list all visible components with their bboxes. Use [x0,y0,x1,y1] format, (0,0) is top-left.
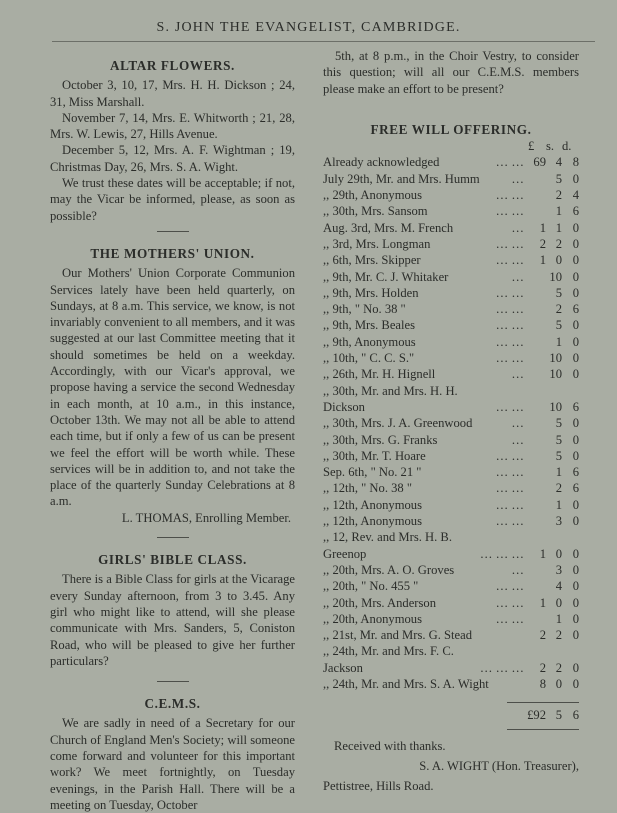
offering-row [323,334,579,350]
shillings-amount: 2 [555,481,562,496]
offering-row [323,627,579,643]
offering-row [323,480,579,496]
altar-flowers-december: December 5, 12, Mrs. A. F. Wightman ; 19, Christmas Day, 26, Mrs. S. A. Wight. [50,143,295,174]
pence-amount: 6 [572,399,579,414]
pence-amount: 8 [572,155,579,170]
offering-row [323,187,579,203]
mothers-union-body: Our Mothers' Union Corporate Communion Services lately have been held quarterly, on Sundays, at 8 a.m. This service, we know, is not invariably convenient to all members, and it was suggested at our last Committee meeting that it should sometimes be held on a weekday. Accordingly, with our Vicar's approval, we propose having a service the second Wednesday in each month, at 10 a.m., in this instance, October 13th. We may not all be able to attend each time, but if only a few of us can be present we feel the effort will be worth while. These services will be in addition to, and not take the place of the quarterly Sunday Celebrations at 8 a.m. [50,266,295,509]
pence-amount: 0 [572,546,579,561]
leader-dots: … … [495,285,524,300]
offering-row [323,252,579,268]
total-shillings: 5 [555,708,562,723]
pounds-amount: 2 [539,660,546,675]
leader-dots: … [511,432,524,447]
donor-name: ,, 20th, Mrs. A. O. Groves [323,562,455,577]
total-rule-bottom [507,729,579,730]
donor-name: July 29th, Mr. and Mrs. Humm [323,171,480,186]
offering-row [323,562,579,578]
donor-name: ,, 21st, Mr. and Mrs. G. Stead [323,628,473,643]
shillings-amount: 4 [555,155,562,170]
leader-dots: … [511,416,524,431]
leader-dots: … … [495,448,524,463]
offering-row [323,317,579,333]
shillings-amount: 10 [549,351,562,366]
donor-name: ,, 30th, Mrs. G. Franks [323,432,438,447]
shillings-amount: 5 [555,171,562,186]
shillings-amount: 1 [555,465,562,480]
donor-name: ,, 12th, Anonymous [323,514,423,529]
offering-row [323,432,579,448]
shillings-amount: 4 [555,579,562,594]
offering-row [323,350,579,366]
pounds-amount: 2 [539,236,546,251]
pence-amount: 0 [572,236,579,251]
leader-dots: … … [495,302,524,317]
shillings-amount: 10 [549,399,562,414]
treasurer-address: Pettistree, Hills Road. [323,779,434,794]
donor-name: ,, 30th, Mr. T. Hoare [323,448,426,463]
total-rule-top [507,702,579,703]
treasurer-line: S. A. WIGHT (Hon. Treasurer), [419,758,579,773]
donor-name: Aug. 3rd, Mrs. M. French [323,220,454,235]
offering-row [323,676,579,692]
offering-row [323,220,579,236]
leader-dots: … … [495,611,524,626]
offering-row [323,203,579,219]
offering-row [323,497,579,513]
pence-amount: 6 [572,204,579,219]
offering-row [323,529,579,562]
leader-dots: … … … [479,660,524,675]
pence-amount: 0 [572,448,579,463]
leader-dots: … … [495,334,524,349]
free-will-offering-heading: FREE WILL OFFERING. [370,121,532,137]
pence-header: d. [562,139,572,154]
shillings-amount: 0 [555,253,562,268]
girls-bible-class-heading: GIRLS' BIBLE CLASS. [98,552,247,568]
offering-row [323,301,579,317]
donor-name: ,, 12th, " No. 38 " [323,481,412,496]
shillings-amount: 1 [555,220,562,235]
offering-row [323,383,579,416]
offering-row [323,415,579,431]
offering-row [323,154,579,170]
offering-row [323,513,579,529]
pounds-amount: 2 [539,628,546,643]
pence-amount: 6 [572,302,579,317]
cems-heading: C.E.M.S. [144,696,201,712]
pence-amount: 0 [572,318,579,333]
thanks-line: Received with thanks. [334,738,446,753]
pence-amount: 6 [572,465,579,480]
offering-row [323,269,579,285]
leader-dots: … [511,171,524,186]
shillings-amount: 1 [555,611,562,626]
total-pounds: £92 [527,708,546,723]
donor-name: ,, 3rd, Mrs. Longman [323,236,431,251]
donor-name: ,, 10th, " C. C. S." [323,351,415,366]
header-rule [52,41,595,42]
altar-flowers-heading: ALTAR FLOWERS. [110,58,235,73]
leader-dots: … … [495,155,524,170]
pence-amount: 0 [572,562,579,577]
donor-name: ,, 20th, Anonymous [323,611,423,626]
donor-name: ,, 26th, Mr. H. Hignell [323,367,436,382]
donor-name: ,, 30th, Mr. and Mrs. H. H. Dickson [323,383,458,414]
donor-name: ,, 24th, Mr. and Mrs. F. C. Jackson [323,644,454,675]
donor-name: ,, 9th, " No. 38 " [323,302,406,317]
left-column [50,48,295,813]
pounds-header: £ [528,139,535,154]
pence-amount: 0 [572,334,579,349]
offering-row [323,643,579,676]
pounds-amount: 69 [533,155,546,170]
pence-amount: 4 [572,188,579,203]
section-divider [157,681,189,682]
leader-dots: … … [495,188,524,203]
shillings-amount: 10 [549,269,562,284]
pence-amount: 0 [572,253,579,268]
donor-name: ,, 30th, Mrs. Sansom [323,204,428,219]
shillings-amount: 0 [555,595,562,610]
donor-name: ,, 9th, Mrs. Beales [323,318,415,333]
leader-dots: … … [495,351,524,366]
donor-name: ,, 9th, Mr. C. J. Whitaker [323,269,449,284]
shillings-amount: 10 [549,367,562,382]
cems-body: We are sadly in need of a Secretary for our Church of England Men's Society; will someone come forward and volunteer for this important work? We meet fortnightly, on Tuesday evenings, in the Parish Hall. There will be a meeting on Tuesday, October [50,716,295,812]
pence-amount: 0 [572,628,579,643]
pence-amount: 0 [572,595,579,610]
pounds-amount: 1 [539,253,546,268]
donor-name: ,, 9th, Anonymous [323,334,416,349]
leader-dots: … … [495,465,524,480]
offering-row [323,236,579,252]
shillings-amount: 1 [555,334,562,349]
pence-amount: 6 [572,481,579,496]
leader-dots: … [511,220,524,235]
donor-name: ,, 20th, Mrs. Anderson [323,595,436,610]
leader-dots: … … [495,579,524,594]
leader-dots: … … [495,497,524,512]
leader-dots: … [511,562,524,577]
total-pence: 6 [572,708,579,723]
pence-amount: 0 [572,351,579,366]
shillings-amount: 1 [555,204,562,219]
shillings-header: s. [546,139,555,154]
pounds-amount: 1 [539,546,546,561]
leader-dots: … … [495,595,524,610]
offering-row [323,578,579,594]
shillings-amount: 2 [555,628,562,643]
pence-amount: 0 [572,611,579,626]
leader-dots: … [511,269,524,284]
offering-total [323,707,579,723]
shillings-amount: 5 [555,416,562,431]
leader-dots: … … … [479,546,524,561]
pence-amount: 0 [572,285,579,300]
offering-row [323,171,579,187]
leader-dots: … [511,367,524,382]
offering-row [323,448,579,464]
donor-name: ,, 12th, Anonymous [323,497,423,512]
section-divider [157,537,189,538]
shillings-amount: 5 [555,285,562,300]
pence-amount: 0 [572,676,579,691]
pence-amount: 0 [572,514,579,529]
girls-bible-class-body: There is a Bible Class for girls at the Vicarage every Sunday afternoon, from 3 to 3.45. Any girl who might like to attend, will she please communicate with Mrs. Sanders, 5, Coniston Road, who will be pleased to give her further particulars? [50,572,295,668]
donor-name: ,, 29th, Anonymous [323,188,423,203]
offering-row [323,464,579,480]
pounds-amount: 1 [539,220,546,235]
pence-amount: 0 [572,416,579,431]
donor-name: ,, 24th, Mr. and Mrs. S. A. Wight [323,676,489,691]
pence-amount: 0 [572,660,579,675]
right-column [323,48,579,794]
pence-amount: 0 [572,579,579,594]
pence-amount: 0 [572,171,579,186]
leader-dots: … … [495,204,524,219]
donor-name: ,, 6th, Mrs. Skipper [323,253,421,268]
section-divider [157,231,189,232]
shillings-amount: 3 [555,514,562,529]
offering-row [323,595,579,611]
donor-name: ,, 12, Rev. and Mrs. H. B. Greenop [323,530,452,561]
pence-amount: 0 [572,367,579,382]
donor-name: Already acknowledged [323,155,440,170]
pence-amount: 0 [572,432,579,447]
offering-column-headers [323,138,579,154]
shillings-amount: 5 [555,448,562,463]
pence-amount: 0 [572,269,579,284]
mothers-union-signature: L. THOMAS, Enrolling Member. [121,510,291,525]
shillings-amount: 5 [555,432,562,447]
shillings-amount: 2 [555,236,562,251]
shillings-amount: 2 [555,188,562,203]
leader-dots: … … [495,514,524,529]
pounds-amount: 1 [539,595,546,610]
offering-row [323,366,579,382]
mothers-union-heading: THE MOTHERS' UNION. [90,245,255,261]
donor-name: ,, 9th, Mrs. Holden [323,285,419,300]
shillings-amount: 3 [555,562,562,577]
leader-dots: … … [495,253,524,268]
offering-row [323,285,579,301]
shillings-amount: 1 [555,497,562,512]
shillings-amount: 0 [555,546,562,561]
shillings-amount: 2 [555,660,562,675]
donor-name: ,, 30th, Mrs. J. A. Greenwood [323,416,473,431]
cems-continued: 5th, at 8 p.m., in the Choir Vestry, to consider this question; will all our C.E.M.S. members please make an effort to be present? [323,49,579,96]
shillings-amount: 5 [555,318,562,333]
pounds-amount: 8 [539,676,546,691]
page-header: S. JOHN THE EVANGELIST, CAMBRIDGE. [156,20,461,35]
leader-dots: … … [495,399,524,414]
offering-list [323,154,579,692]
leader-dots: … … [495,481,524,496]
donor-name: Sep. 6th, " No. 21 " [323,465,422,480]
altar-flowers-october: October 3, 10, 17, Mrs. H. H. Dickson ; 24, 31, Miss Marshall. [50,78,295,109]
leader-dots: … … [495,318,524,333]
altar-flowers-note: We trust these dates will be acceptable; if not, may the Vicar be informed, please, as soon as possible? [50,176,295,223]
pence-amount: 0 [572,497,579,512]
altar-flowers-november: November 7, 14, Mrs. E. Whitworth ; 21, 28, Mrs. W. Lewis, 27, Hills Avenue. [50,110,295,142]
shillings-amount: 2 [555,302,562,317]
shillings-amount: 0 [555,676,562,691]
donor-name: ,, 20th, " No. 455 " [323,579,419,594]
pence-amount: 0 [572,220,579,235]
leader-dots: … … [495,236,524,251]
offering-row [323,611,579,627]
